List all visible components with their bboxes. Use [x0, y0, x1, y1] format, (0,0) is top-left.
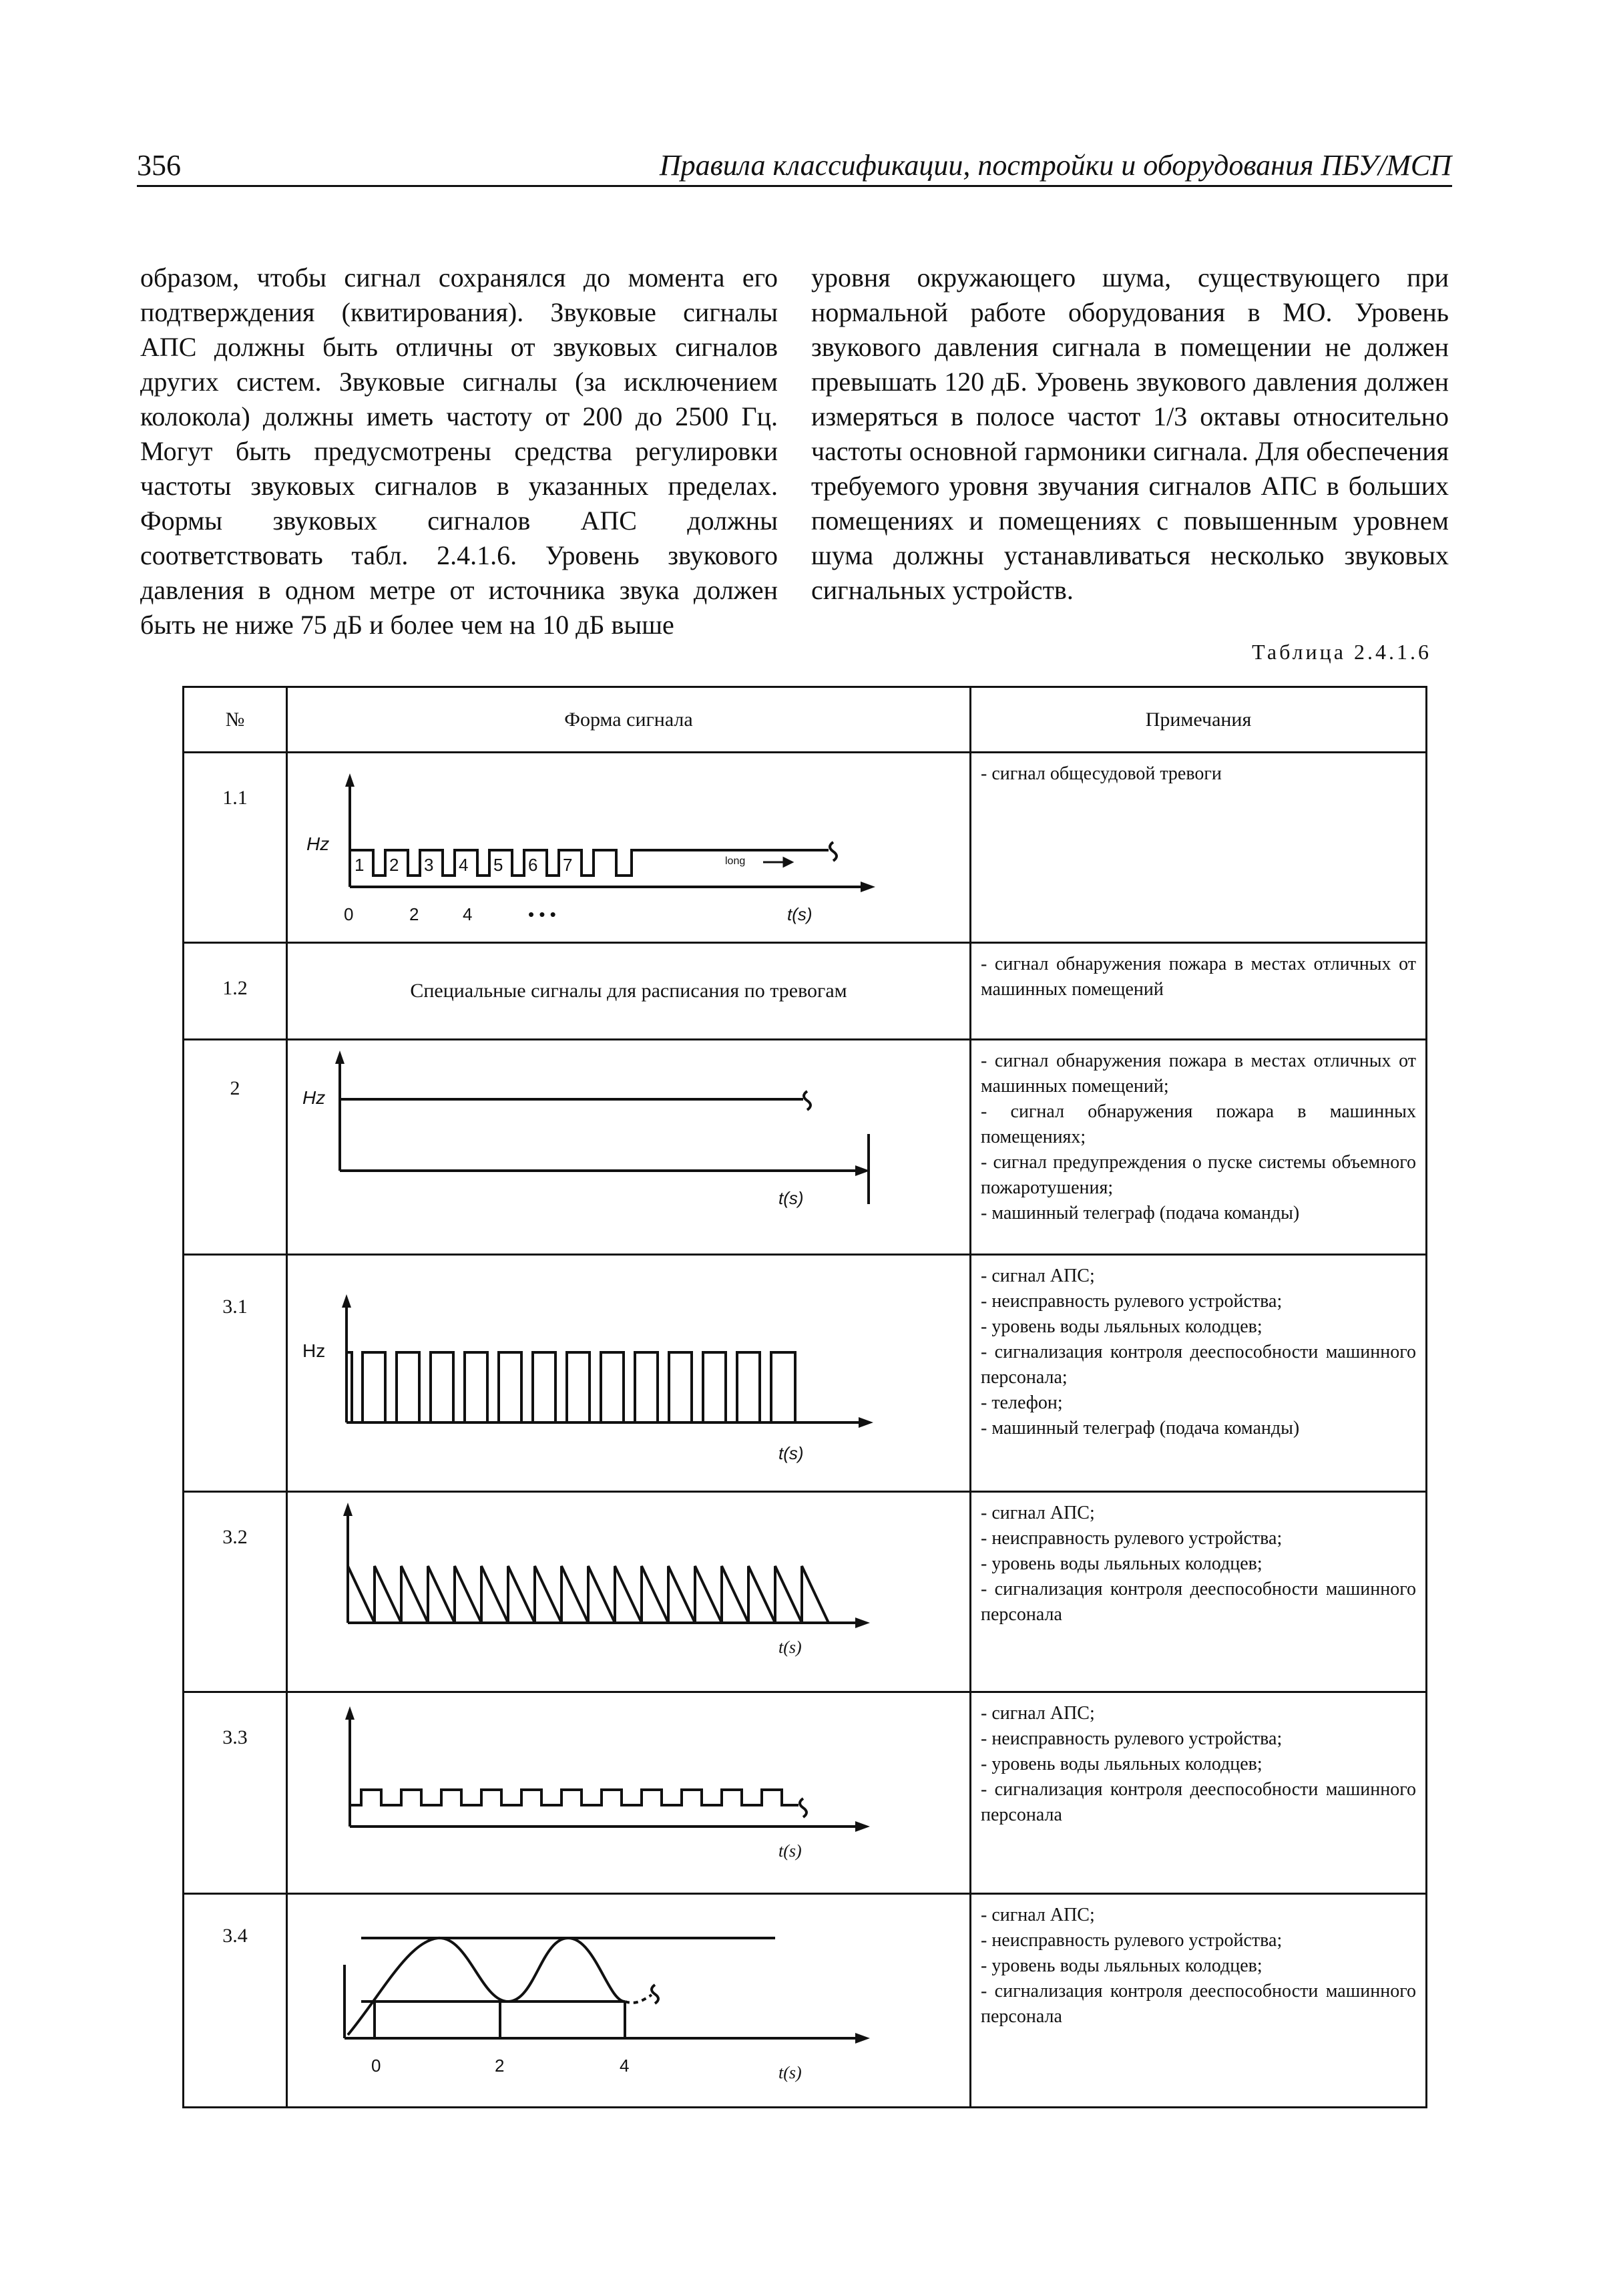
tick-label: 4: [463, 904, 473, 924]
notes-cell: [971, 1692, 1427, 1894]
signal-form-cell: [287, 1255, 971, 1492]
table-row: [184, 1040, 1427, 1255]
tick-label: 2: [495, 2056, 505, 2076]
note-item: - сигнал АПС;: [981, 1503, 1095, 1523]
note-item: - неисправность рулевого устройства;: [981, 1528, 1283, 1549]
pulse-label: 7: [563, 855, 573, 875]
header-notes: Примечания: [971, 687, 1427, 753]
note-item: - неисправность рулевого устройства;: [981, 1930, 1283, 1951]
note-item: - уровень воды льяльных колодцев;: [981, 1754, 1263, 1774]
note-item: - сигнал предупреждения о пуске системы объемного пожаротушения;: [981, 1152, 1416, 1198]
x-axis-label: t(s): [778, 2063, 802, 2082]
x-axis-label: t(s): [778, 1443, 804, 1463]
notes-cell: [971, 1255, 1427, 1492]
signal-diagram-3-2: [288, 1493, 967, 1690]
row-number: 1.2: [184, 943, 287, 1040]
notes-cell: [971, 753, 1427, 943]
row-number: 3.1: [184, 1255, 287, 1492]
tick-label: 2: [409, 904, 419, 924]
y-axis-label: Hz: [302, 1087, 326, 1108]
note-item: - сигнализация контроля дееспособности машинного персонала: [981, 1981, 1416, 2027]
note-item: - неисправность рулевого устройства;: [981, 1728, 1283, 1749]
signal-form-cell: [287, 1692, 971, 1894]
note-item: - машинный телеграф (подача команды): [981, 1418, 1300, 1439]
table-row: [184, 1692, 1427, 1894]
note-item: - неисправность рулевого устройства;: [981, 1291, 1283, 1312]
signal-diagram-2: [288, 1040, 967, 1252]
signal-diagram-3-3: [288, 1693, 967, 1891]
pulse-label: 4: [459, 855, 469, 875]
signal-form-cell: [287, 1894, 971, 2108]
note-item: - сигнализация контроля дееспособности машинного персонала: [981, 1779, 1416, 1825]
notes-cell: [971, 1492, 1427, 1692]
pulse-label: 2: [389, 855, 399, 875]
row-number: 1.1: [184, 753, 287, 943]
signal-diagram-1-1: [288, 753, 967, 940]
pulse-label: 5: [493, 855, 503, 875]
row-number: 3.4: [184, 1894, 287, 2108]
signal-form-cell: [287, 753, 971, 943]
pulse-label: 1: [355, 855, 365, 875]
signal-form-text: Специальные сигналы для расписания по тревогам: [287, 943, 971, 1040]
note-item: - сигнал обнаружения пожара в местах отличных от машинных помещений: [981, 954, 1416, 1000]
tick-label: 0: [344, 904, 354, 924]
note-item: - сигнал обнаружения пожара в местах отличных от машинных помещений;: [981, 1050, 1416, 1097]
header-num: №: [184, 687, 287, 753]
row-number: 3.3: [184, 1692, 287, 1894]
table-row: [184, 1492, 1427, 1692]
y-axis-label: Hz: [302, 1340, 326, 1361]
signal-table: [182, 686, 1427, 2108]
row-number: 2: [184, 1040, 287, 1255]
tick-label: 0: [371, 2056, 381, 2076]
pulse-label: 3: [424, 855, 434, 875]
x-axis-label: t(s): [778, 1188, 804, 1208]
signal-diagram-3-1: [288, 1256, 967, 1489]
y-axis-label: Hz: [306, 833, 330, 854]
row-number: 3.2: [184, 1492, 287, 1692]
notes-cell: [971, 943, 1427, 1040]
header-rule: [137, 185, 1452, 187]
note-item: - уровень воды льяльных колодцев;: [981, 1553, 1263, 1574]
table-row: [184, 753, 1427, 943]
notes-cell: [971, 1894, 1427, 2108]
note-item: - сигнал обнаружения пожара в машинных помещениях;: [981, 1101, 1416, 1147]
x-axis-label: t(s): [778, 1638, 802, 1657]
text-column-right: уровня окружающего шума, существующего при нормальной работе оборудования в МО. Уровень звукового давления сигнала в помещении не должен превышать 120 дБ. Уровень звукового давления должен измеряться в полосе частот 1/3 октавы относительно частоты основной гармоники сигнала. Для обеспечения требуемого уровня звучания сигналов АПС в больших помещениях и помещениях с повышенным уровнем шума должны устанавливаться несколько звуковых сигнальных устройств.: [811, 262, 1449, 605]
pulse-label: 6: [528, 855, 538, 875]
note-item: - уровень воды льяльных колодцев;: [981, 1955, 1263, 1976]
tick-label: 4: [620, 2056, 630, 2076]
signal-form-cell: [287, 1492, 971, 1692]
note-item: - сигнал АПС;: [981, 1266, 1095, 1286]
running-title: Правила классификации, постройки и оборудования ПБУ/МСП: [659, 149, 1451, 182]
long-label: long: [725, 855, 746, 867]
note-item: - машинный телеграф (подача команды): [981, 1203, 1300, 1223]
notes-cell: [971, 1040, 1427, 1255]
note-item: - телефон;: [981, 1392, 1063, 1413]
tick-label: • • •: [528, 904, 556, 924]
note-item: - сигнализация контроля дееспособности машинного персонала: [981, 1579, 1416, 1625]
signal-diagram-3-4: [288, 1895, 967, 2105]
table-row: [184, 1894, 1427, 2108]
table-header-row: [184, 687, 1427, 753]
x-axis-label: t(s): [787, 904, 813, 924]
table-row: [184, 943, 1427, 1040]
page-number: 356: [137, 149, 181, 182]
note-item: - сигнал АПС;: [981, 1905, 1095, 1925]
table-caption: Таблица 2.4.1.6: [1252, 640, 1431, 664]
note-item: - сигнал АПС;: [981, 1703, 1095, 1724]
table-row: [184, 1255, 1427, 1492]
note-item: - сигнал общесудовой тревоги: [981, 763, 1222, 784]
note-item: - сигнализация контроля дееспособности машинного персонала;: [981, 1342, 1416, 1388]
x-axis-label: t(s): [778, 1841, 802, 1861]
header-form: Форма сигнала: [287, 687, 971, 753]
note-item: - уровень воды льяльных колодцев;: [981, 1316, 1263, 1337]
text-column-left: образом, чтобы сигнал сохранялся до момента его подтверждения (квитирования). Звуковые сигналы АПС должны быть отличны от звуковых сигналов других систем. Звуковые сигналы (за исключением колокола) должны иметь частоту от 200 до 2500 Гц. Могут быть предусмотрены средства регулировки частоты звуковых сигналов в указанных пределах. Формы звуковых сигналов АПС должны соответствовать табл. 2.4.1.6. Уровень звукового давления в одном метре от источника звука должен быть не ниже 75 дБ и более чем на 10 дБ выше: [140, 262, 778, 640]
signal-form-cell: [287, 1040, 971, 1255]
